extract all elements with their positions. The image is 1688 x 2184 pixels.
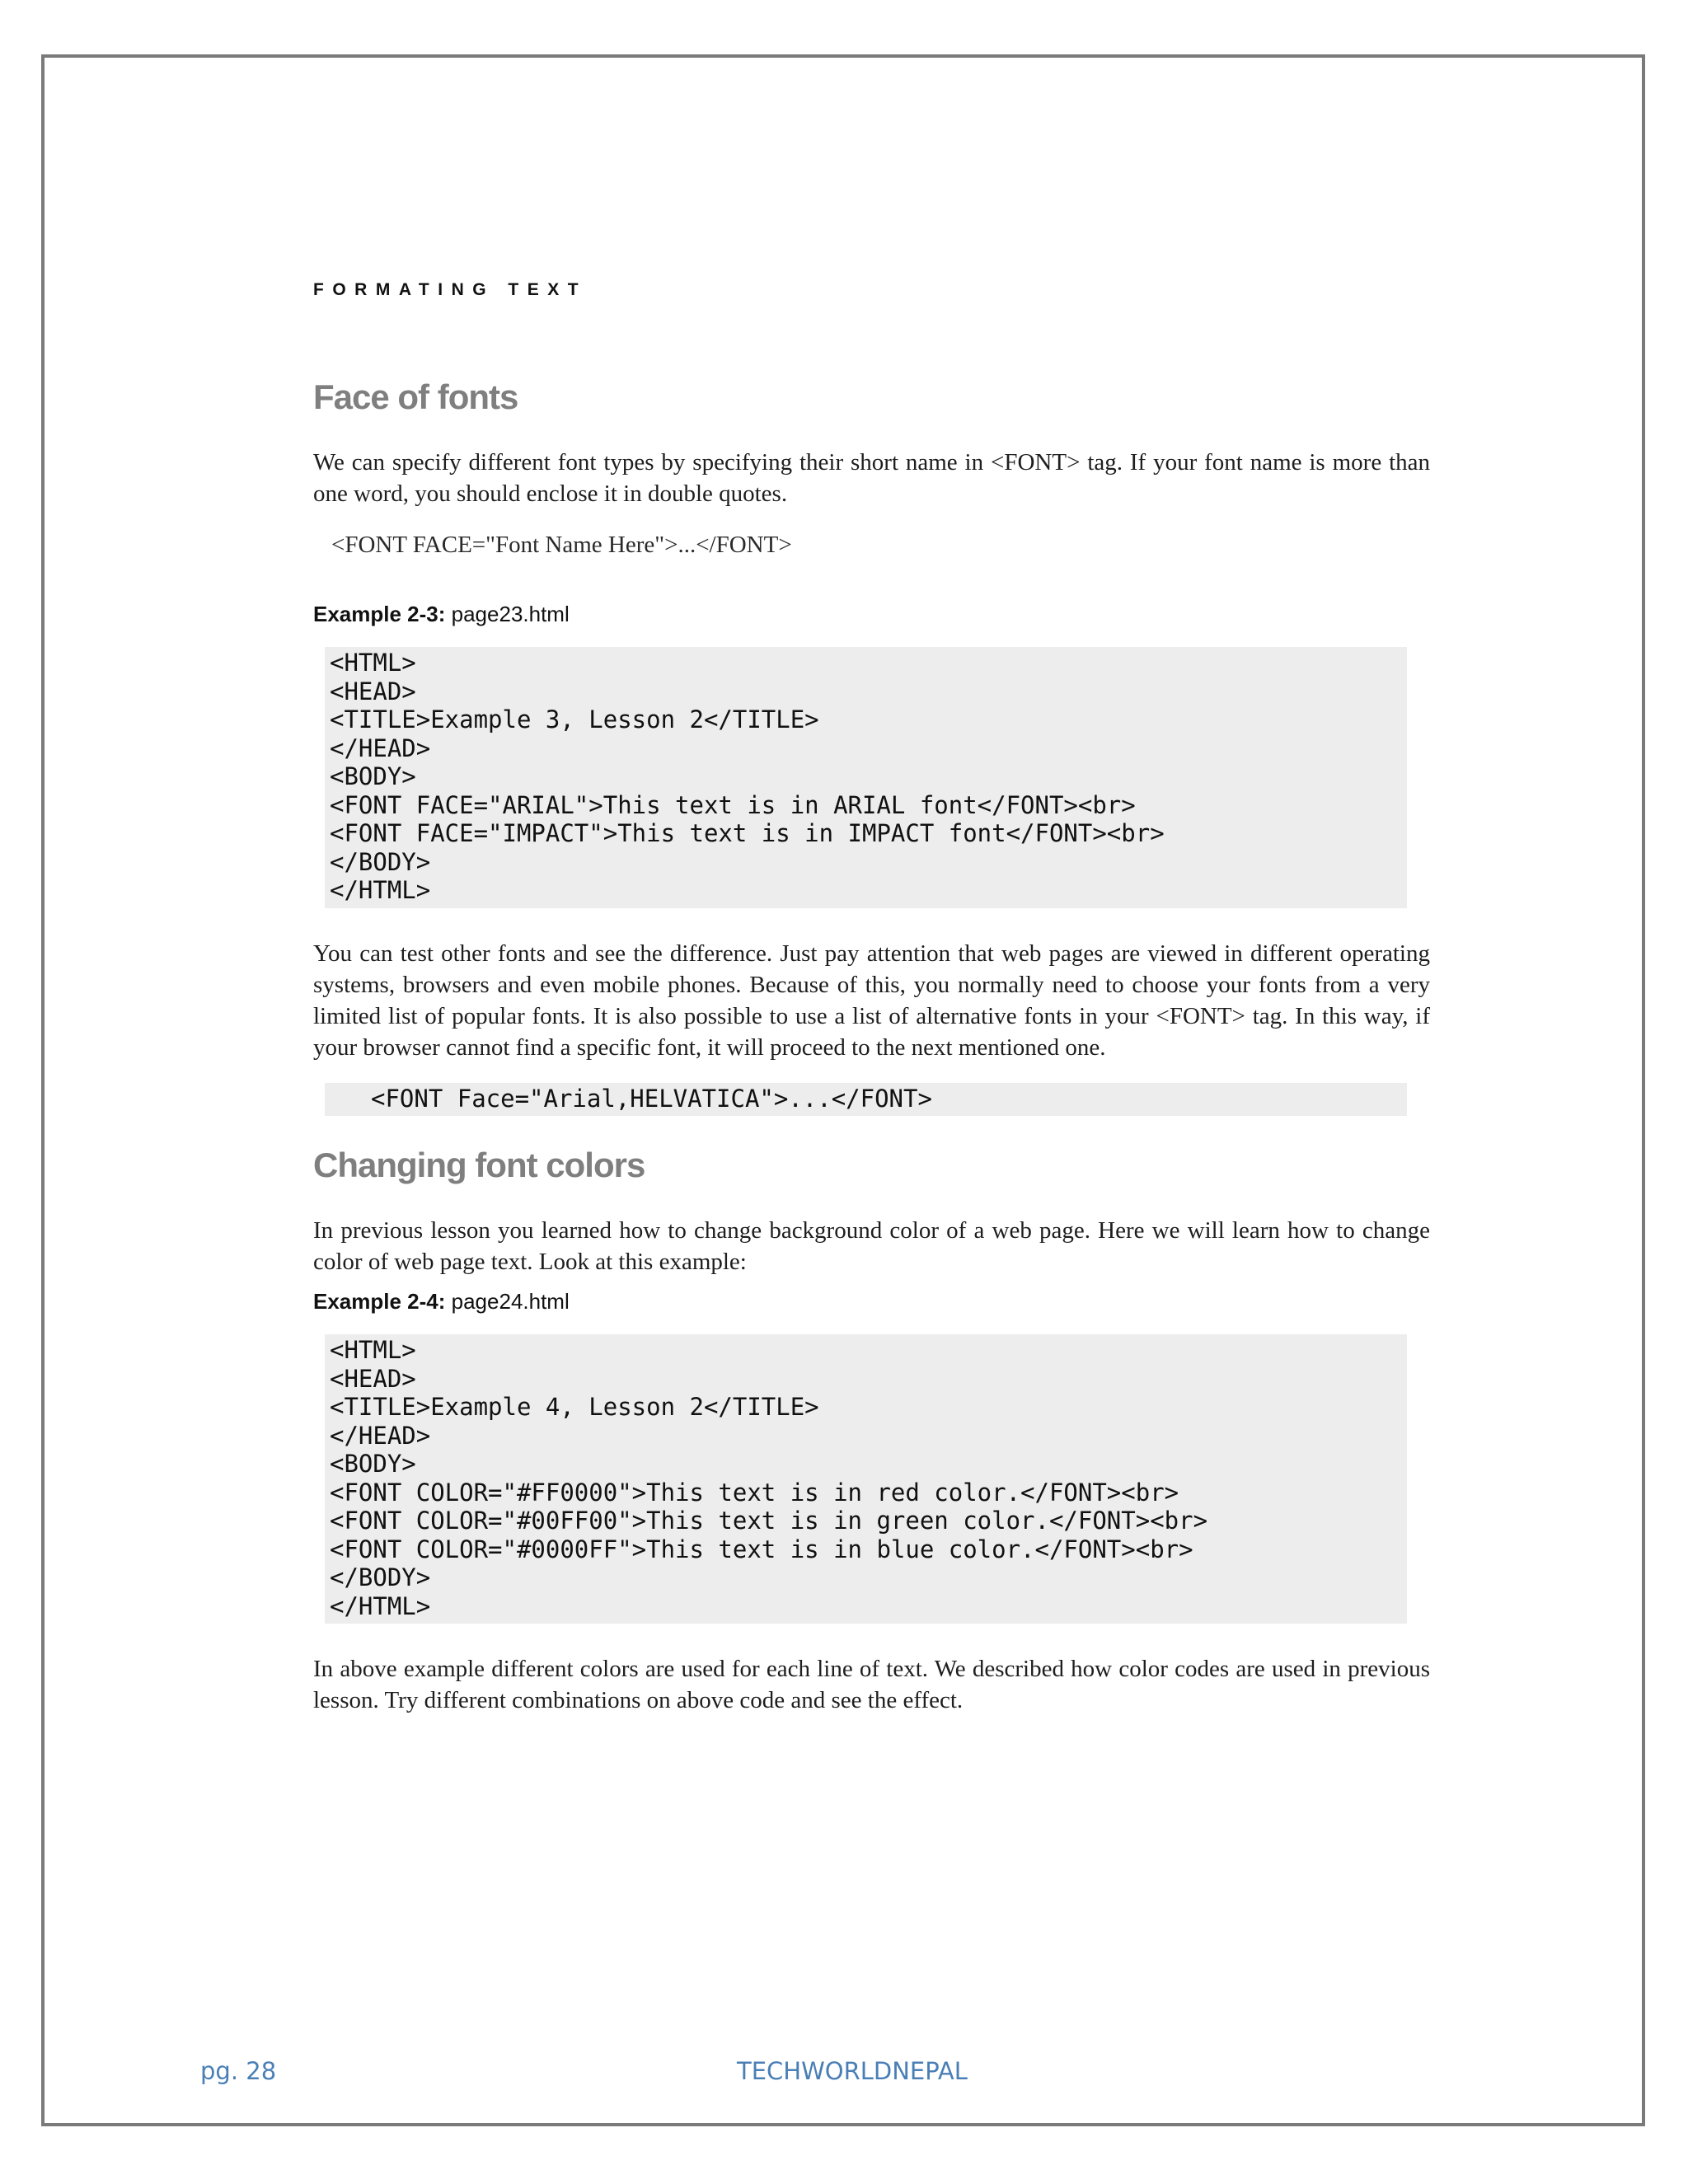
section-heading-face-of-fonts: Face of fonts: [313, 377, 518, 416]
section-heading-changing-font-colors: Changing font colors: [313, 1146, 645, 1184]
example-filename: page23.html: [451, 602, 570, 626]
page-number: pg. 28: [200, 2057, 277, 2085]
example-label: [313, 602, 1430, 627]
example-number: Example 2-4:: [313, 1289, 446, 1314]
font-face-syntax: <FONT FACE="Font Name Here">...</FONT>: [331, 532, 792, 558]
running-head: FORMATING TEXT: [313, 280, 588, 299]
paragraph: In previous lesson you learned how to change background color of a web page. Here we will learn how to change color of web page text. Look at this example:: [313, 1217, 1430, 1275]
footer-publisher: TECHWORLDNEPAL: [737, 2057, 968, 2085]
example-number: Example 2-3:: [313, 602, 446, 626]
paragraph: You can test other fonts and see the difference. Just pay attention that web pages are viewed in different operating systems, browsers and even mobile phones. Because of this, you normally need to choose your fonts from a very limited list of popular fonts. It is also possible to use a list of alternative fonts in your <FONT> tag. In this way, if your browser cannot find a specific font, it will proceed to the next mentioned one.: [313, 940, 1430, 1061]
page-content: [313, 280, 1430, 1736]
paragraph: We can specify different font types by specifying their short name in <FONT> tag. If your font name is more than one word, you should enclose it in double quotes.: [313, 449, 1430, 507]
paragraph: In above example different colors are used for each line of text. We described how color codes are used in previous lesson. Try different combinations on above code and see the effect.: [313, 1656, 1430, 1713]
code-block: <HTML> <HEAD> <TITLE>Example 4, Lesson 2</TITLE> </HEAD> <BODY> <FONT COLOR="#FF0000">This text is in red color.</FONT><br> <FONT COLOR="#00FF00">This text is in green color.</FONT><br> <FONT COLOR="#0000FF">This text is in blue color.</FONT><br> </BODY> </HTML>: [325, 1334, 1407, 1624]
example-filename: page24.html: [451, 1289, 570, 1314]
inline-code-block: <FONT Face="Arial,HELVATICA">...</FONT>: [325, 1083, 1407, 1117]
code-block: <HTML> <HEAD> <TITLE>Example 3, Lesson 2</TITLE> </HEAD> <BODY> <FONT FACE="ARIAL">This text is in ARIAL font</FONT><br> <FONT FACE="IMPACT">This text is in IMPACT font</FONT><br> </BODY> </HTML>: [325, 647, 1407, 908]
example-label: [313, 1289, 1430, 1315]
